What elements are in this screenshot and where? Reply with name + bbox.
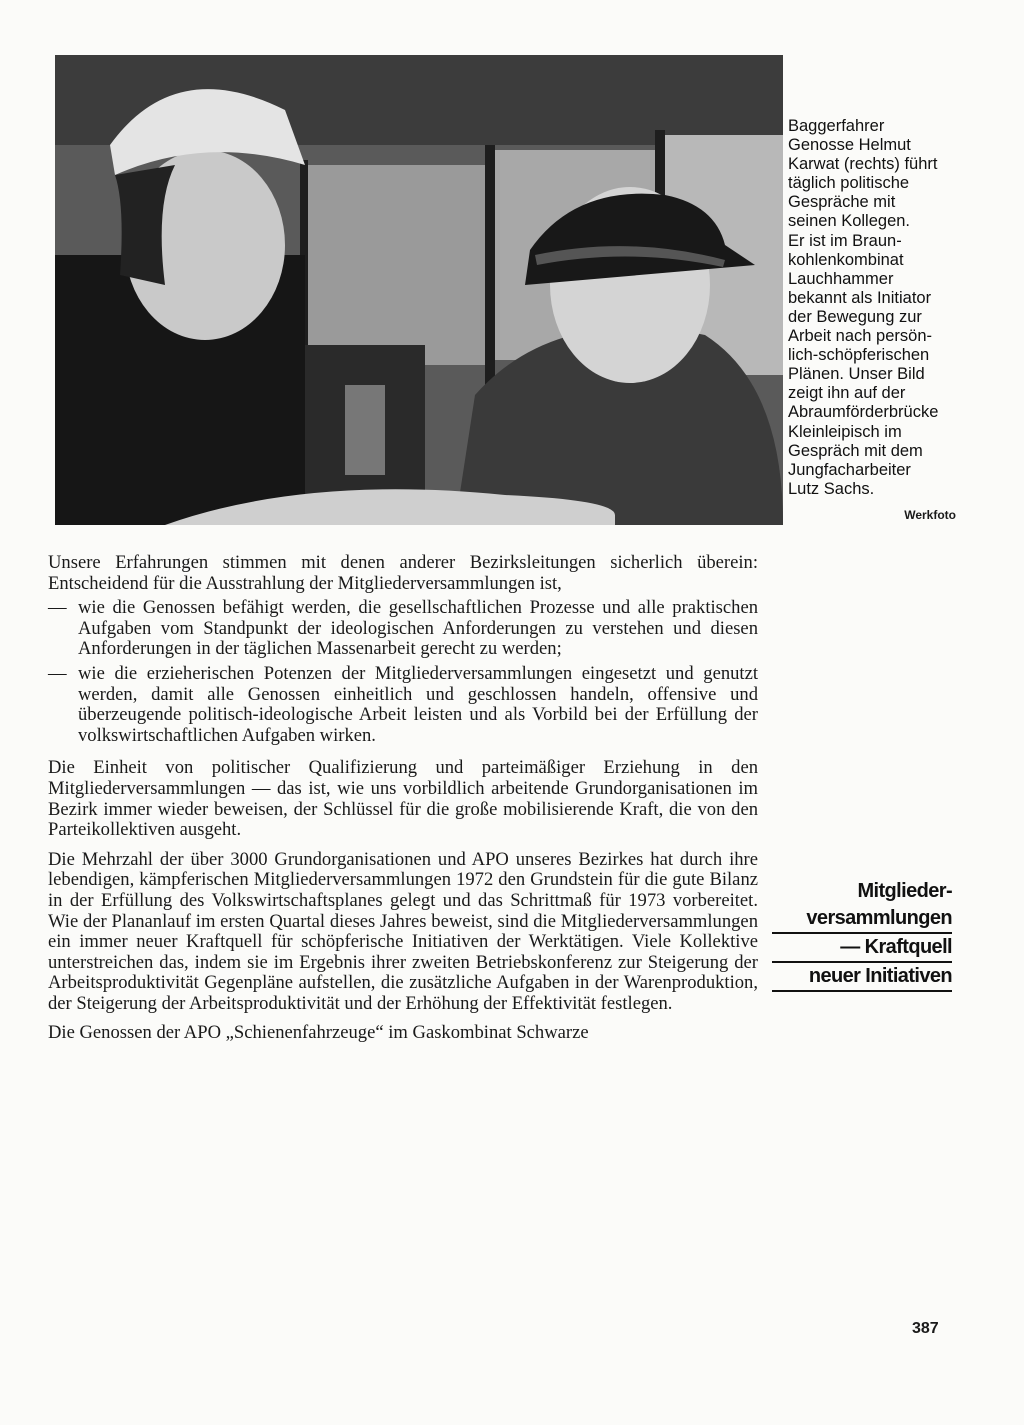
side-heading [772, 878, 952, 992]
side-heading-line: versammlungen [772, 905, 952, 934]
list-item-text: wie die Genossen befähigt werden, die gesellschaftlichen Prozesse und alle praktischen Aufgaben vom Standpunkt der ideologischen Anforderungen zu verstehen und diesen Anforderungen in der täglichen Massenarbeit gerecht zu werden; [78, 597, 758, 660]
caption-line: täglich politische [788, 174, 910, 193]
caption-line: Kleinleipisch im [788, 422, 902, 441]
caption-line: Baggerfahrer [788, 117, 885, 135]
side-heading-line: neuer Initiativen [772, 963, 952, 992]
caption-line: Er ist im Braun- [788, 231, 902, 250]
caption-line: der Bewegung zur [788, 307, 922, 326]
photograph [55, 55, 783, 525]
side-heading-line: Mitglieder- [857, 880, 952, 902]
caption-line: Gespräche mit [788, 193, 896, 212]
caption-line: kohlenkombinat [788, 250, 904, 269]
photo-caption [788, 117, 968, 499]
dash-bullet: — [48, 662, 67, 684]
side-heading-line: — Kraftquell [772, 934, 952, 963]
caption-line: Jungfacharbeiter [788, 460, 911, 479]
caption-line: Lutz Sachs. [788, 479, 875, 498]
caption-line: Plänen. Unser Bild [788, 365, 925, 384]
photo-illustration [55, 55, 783, 525]
body-paragraph: Die Genossen der APO „Schienenfahrzeuge“ im Gaskombinat Schwarze [48, 1022, 589, 1044]
article-body [48, 553, 758, 1053]
caption-line: bekannt als Initiator [788, 288, 932, 307]
list-item [48, 664, 758, 746]
caption-line: zeigt ihn auf der [788, 384, 906, 403]
caption-line: Lauchhammer [788, 269, 894, 288]
dash-bullet: — [48, 597, 67, 619]
list-item-text: wie die erzieherischen Potenzen der Mitgliederversammlungen eingesetzt und genutzt werden, damit alle Genossen einheitlich und geschlossen handeln, offensive und überzeugende politisch-ideologische Arbeit leisten und als Vorbild bei der Erfüllung der volkswirtschaftlichen Aufgaben wirken. [78, 662, 758, 746]
caption-line: seinen Kollegen. [788, 212, 911, 231]
caption-line: Genosse Helmut [788, 136, 911, 155]
caption-line: Abraumförderbrücke [788, 403, 939, 422]
caption-line: Arbeit nach persön- [788, 327, 932, 346]
caption-line: lich-schöpferischen [788, 346, 930, 365]
caption-line: Karwat (rechts) führt [788, 155, 938, 174]
caption-line: Gespräch mit dem [788, 441, 923, 460]
body-paragraph: Die Einheit von politischer Qualifizierung und parteimäßiger Erziehung in den Mitgliederversammlungen — das ist, wie uns vorbildlich arbeitende Grundorganisationen im Bezirk immer wieder beweisen, der Schlüssel für die große mobilisierende Kraft, die von den Parteikollektiven ausgeht. [48, 757, 758, 841]
intro-paragraph: Unsere Erfahrungen stimmen mit denen anderer Bezirksleitungen sicherlich überein: Entscheidend für die Ausstrahlung der Mitgliederversammlungen ist, [48, 552, 758, 594]
body-paragraph: Die Mehrzahl der über 3000 Grundorganisationen und APO unseres Bezirkes hat durch ihre lebendigen, kämpferischen Mitgliederversammlungen 1972 den Grundstein für die gute Bilanz in der Erfüllung des Volkswirtschaftsplanes gelegt und das Schrittmaß für 1973 vorbereitet. Wie der Plananlauf im ersten Quartal dieses Jahres beweist, sind die Mitgliederversammlungen ein immer neuer Kraftquell für schöpferische Initiativen der Werktätigen. Viele Kollektive unterstreichen das, indem sie im Ergebnis ihrer zweiten Betriebskonferenz zur Steigerung der Arbeitsproduktivität Gegenpläne aufstellen, die zusätzliche Aufgaben in der Warenproduktion, der Steigerung der Arbeitsproduktivität und der Erhöhung der Effektivität festlegen. [48, 848, 758, 1014]
photo-credit: Werkfoto [904, 508, 956, 522]
page-number: 387 [912, 1320, 939, 1337]
list-item [48, 598, 758, 660]
